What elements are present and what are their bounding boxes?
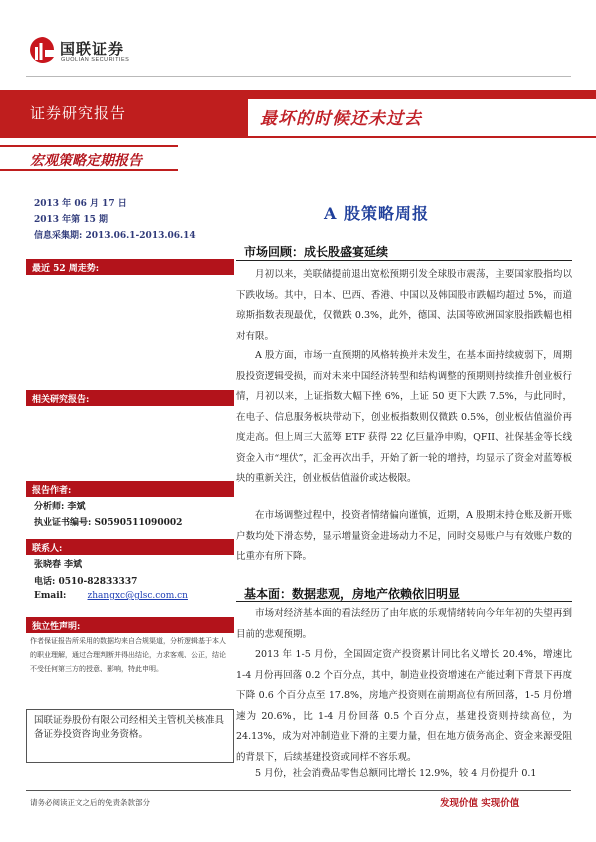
market-review-heading: 市场回顾：成长股盛宴延续: [244, 245, 389, 259]
contact-names: 张晓春 李斌: [34, 560, 83, 570]
fundamentals-paragraph-2: 2013 年 1-5 月份，全国固定资产投资累计同比名义增长 20.4%，增速比 1-4 月份再回落 0.2 个百分点，其中，制造业投资增速在产能过剩下背景下再度下降 0.6 个百分点至 17.8%，房地产投资则在前期高位有所回落，1-5 月份增速为 20.6%，比 1-4 月份回落 0.5 个百分点，基建投资则持续高位，为 24.13%，成为对冲制造业下滑的主要力量，但在地方债务高企、资金来源受阻的背景下，后续基建投资或同样不容乐观。: [236, 649, 572, 763]
contact-email-row: [34, 591, 188, 601]
market-paragraph-2: A 股方面，市场一直预期的风格转换并未发生，在基本面持续疲弱下，周期股投资逻辑受损，而对未来中国经济转型和结构调整的预期则持续推升创业板行情，月初以来，上证指数大幅下挫 6%，上证 50 更下大跌 7.5%，与此同时，在电子、信息服务板块带动下，创业板指数则仅微跌 0.5%，创业板估值溢价再度走高。但上周三大蓝筹 ETF 获得 22 亿巨量净申购，QFII、社保基金等长线资金入市“埋伏”，汇金再次出手，开始了新一轮的增持，均显示了资金对蓝筹板块的重新关注，创业板估值溢价或达极限。: [236, 350, 572, 484]
header-divider: [26, 76, 571, 77]
market-paragraph-3: 在市场调整过程中，投资者情绪偏向谨慎，近期，A 股期末持仓账及新开账户数均处下滑态势，显示增量资金进场动力不足，同时交易账户与有效账户数的比重亦有所下降。: [236, 510, 572, 562]
trend-label: 最近 52 周走势:: [32, 264, 100, 274]
fundamentals-heading: 基本面：数据悲观，房地产依赖依旧明显: [244, 587, 461, 601]
logo-chinese-name: 国联证券: [60, 40, 125, 58]
footer-disclaimer-note: 请务必阅读正文之后的免责条款部分: [30, 798, 150, 807]
guolian-logo-icon: [30, 35, 56, 65]
contact-phone: 电话: 0510-82833337: [34, 577, 138, 587]
author-label: 报告作者:: [32, 486, 72, 496]
independence-disclaimer: 作者保证报告所采用的数据均来自合规渠道，分析逻辑基于本人的职业理解，通过合理判断并得出结论，力求客观、公正，结论不受任何第三方的授意、影响，特此申明。: [30, 637, 226, 673]
report-title: 最坏的时候还未过去: [260, 109, 422, 129]
cert-number: 执业证书编号: S0590511090002: [34, 518, 183, 528]
footer-divider: [26, 790, 571, 791]
license-statement: 国联证券股份有限公司经相关主管机关核准具备证券投资咨询业务资格。: [34, 715, 225, 740]
weekly-title: A 股策略周报: [324, 204, 429, 223]
info-period: 信息采集期: 2013.06.1-2013.06.14: [34, 231, 196, 241]
disclaimer-label: 独立性声明:: [32, 622, 81, 632]
contact-label: 联系人:: [32, 544, 63, 554]
fundamentals-paragraph-1: 市场对经济基本面的看法经历了由年底的乐观情绪转向今年年初的失望再到目前的悲观预期。: [236, 608, 572, 640]
market-paragraph-1: 月初以来，美联储提前退出宽松预期引发全球股市震荡，主要国家股指均以下跌收场。其中，日本、巴西、香港、中国以及韩国股市跌幅均超过 5%，而道琼斯指数表现最优，仅微跌 0.3%，此外，德国、法国等欧洲国家股指跌幅也相对有限。: [236, 269, 572, 342]
fundamentals-paragraph-3: 5 月份，社会消费品零售总额同比增长 12.9%，较 4 月份提升 0.1: [255, 768, 537, 779]
fundamentals-heading-rule: [236, 601, 572, 602]
email-prefix: Email:: [34, 591, 67, 601]
report-subtype: 宏观策略定期报告: [30, 153, 142, 169]
market-heading-rule: [236, 260, 572, 261]
email-link[interactable]: zhangxc@glsc.com.cn: [87, 591, 188, 601]
related-label: 相关研究报告:: [32, 395, 90, 405]
report-issue: 2013 年第 15 期: [34, 215, 108, 225]
footer-slogan: 发现价值 实现价值: [440, 798, 520, 809]
logo-english-name: GUOLIAN SECURITIES: [61, 57, 130, 63]
report-date: 2013 年 06 月 17 日: [34, 199, 127, 209]
analyst-name: 分析师: 李斌: [34, 502, 86, 512]
report-type-label: 证券研究报告: [30, 104, 127, 122]
